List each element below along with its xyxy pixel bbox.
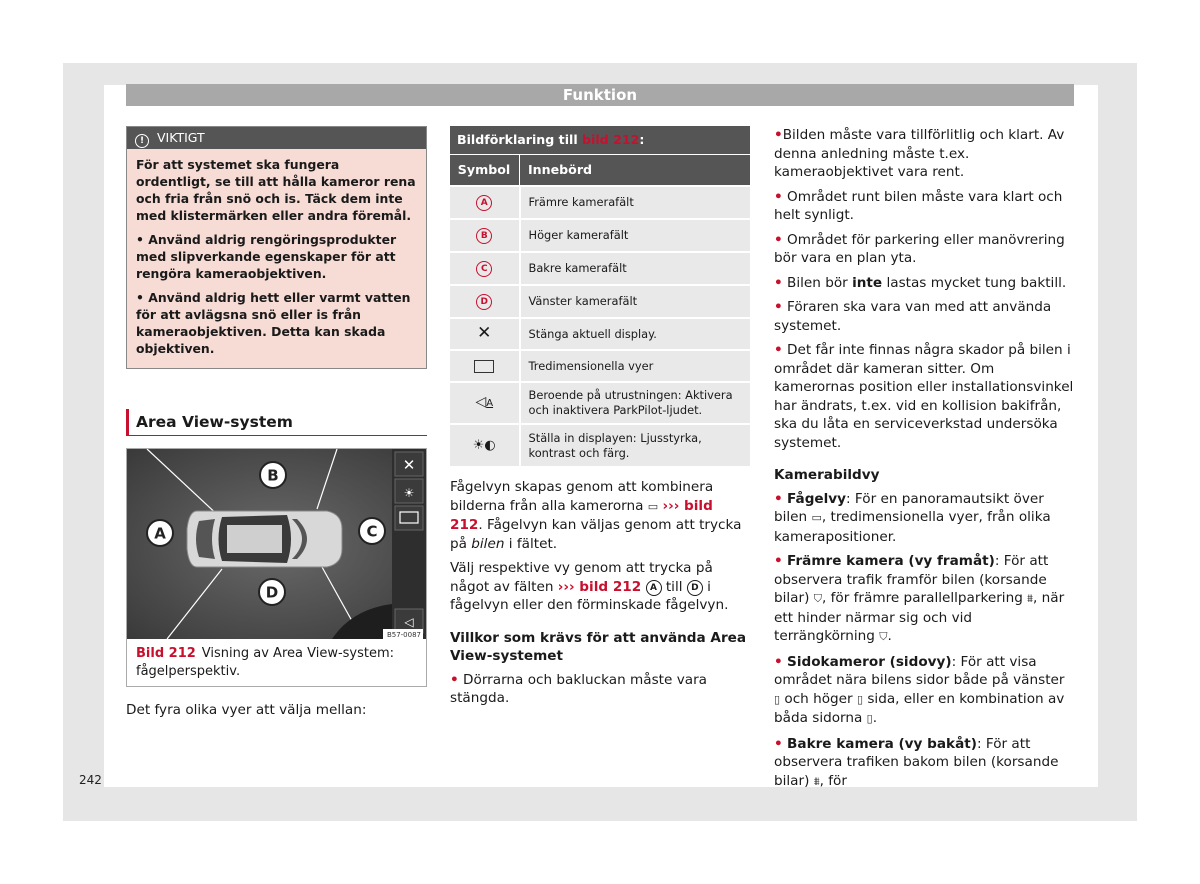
exclamation-circle-icon: ! [135,134,149,148]
legend-meaning: Höger kamerafält [520,219,751,252]
legend-meaning: Främre kamerafält [520,186,751,219]
legend-table [450,154,750,466]
figure-code: B57-0087 [386,631,421,639]
warning-paragraph: För att systemet ska fungera ordentligt, se till att hålla kameror rena och fria från snö och is. Täck dem inte med klistermärken eller andra föremål. [136,157,416,223]
list-item: • Främre kamera (vy framåt): För att observera trafik framför bilen (korsande bilar) ⛉, för främre parallellparkering ⩩, när ett hinder närmar sig och vid terrängkörning ⛉. [774,552,1074,647]
list-item: • Området för parkering eller manövrering bör vara en plan yta. [774,231,1065,266]
table-row [450,219,750,252]
figure-ref: Bild 212 [136,646,196,661]
svg-text:C: C [366,522,378,541]
legend-title: Bildförklaring till bild 212: [450,126,750,154]
area-view-heading: Area View-system [126,409,427,436]
col2-paragraph-2: Välj respektive vy genom att trycka på något av fälten ››› bild 212 A till D i fågelvyn eller den förminskade fågelvyn. [450,560,729,613]
list-item: • Sidokameror (sidovy): För att visa området nära bilens sidor både på vänster ▯ och höger ▯ sida, eller en kombination av båda sidorna ▯. [774,653,1074,729]
circle-d-icon: D [476,294,492,310]
front-cross-traffic-icon: ⛉ [813,592,822,605]
table-row [450,285,750,318]
figure-caption-text: Visning av Area View-system: fågelperspektiv. [136,646,395,679]
brightness-contrast-icon: ☀◐ [472,438,496,453]
area-view-illustration [127,449,426,639]
close-icon: ✕ [402,456,416,474]
svg-text:B: B [267,466,279,485]
field-label-c[interactable] [359,518,385,544]
svg-text:A: A [154,524,166,543]
section-header: Funktion [126,84,1074,106]
list-item: • Fågelvy: För en panoramautsikt över bilen ▭, tredimensionella vyer, från olika kamerapositioner. [774,490,1051,545]
legend-figure-link[interactable]: bild 212 [582,132,640,147]
page-number: 242 [79,773,102,787]
3d-view-icon: ▭ [811,511,822,524]
legend-meaning: Ställa in displayen: Ljusstyrka, kontrast och färg. [520,424,751,466]
legend-meaning: Stänga aktuell display. [520,318,751,350]
legend-header-meaning: Innebörd [520,155,751,187]
figure-caption [127,639,426,686]
warning-box [126,126,427,369]
speaker-parkpilot-icon: ◁A [475,394,494,410]
camera-view-heading: Kamerabildvy [774,467,880,483]
brightness-contrast-icon: ☀ [403,486,415,500]
column-left [126,126,427,726]
circle-b-icon: B [476,228,492,244]
warning-header [127,127,426,149]
legend-meaning: Bakre kamerafält [520,252,751,285]
list-item: • Dörrarna och bakluckan måste vara stängda. [450,671,707,706]
col2-paragraph-1: Fågelvyn skapas genom att kombinera bilderna från alla kamerorna ▭ ››› bild 212. Fågelvyn kan väljas genom att trycka på bilen i fältet. [450,479,742,552]
figure-link[interactable]: ››› bild 212 [450,497,713,533]
table-row [450,318,750,350]
offroad-icon: ⛉ [879,630,888,643]
list-item: •Bilden måste vara tillförlitlig och klart. Av denna anledning måste t.ex. kameraobjektivet vara rent. [774,127,1065,180]
rear-cross-traffic-icon: ⩩ [813,774,820,788]
circle-d-icon: D [687,580,703,596]
list-item: • Området runt bilen måste vara klart och helt synligt. [774,188,1063,223]
field-label-d[interactable] [259,579,285,605]
left-side-icon: ▯ [774,692,781,706]
front-parking-icon: ⩩ [1027,592,1034,605]
3d-view-icon [474,360,494,373]
close-icon: ✕ [477,323,492,343]
speaker-parkpilot-icon: ◁ [404,615,414,629]
legend-header-symbol: Symbol [450,155,520,187]
field-label-b[interactable] [260,462,286,488]
circle-c-icon: C [476,261,492,277]
figure-link[interactable]: ››› bild 212 [557,578,642,595]
column-right [774,126,1074,797]
table-row [450,186,750,219]
table-row [450,424,750,466]
circle-a-icon: A [646,580,662,596]
figure-212 [126,448,427,687]
list-item: • Det får inte finnas några skador på bilen i området där kameran sitter. Om kamerornas position eller installationsvinkel har ändrats, t.ex. vid en kollision bakifrån, ska du låta en serviceverkstad undersöka systemet. [774,342,1074,451]
warning-title: VIKTIGT [157,130,205,145]
warning-paragraph: • Använd aldrig hett eller varmt vatten för att avlägsna snö eller is från kameraobjektiven. Detta kan skada objektiven. [136,290,411,356]
legend-meaning: Vänster kamerafält [520,285,751,318]
3d-view-button[interactable] [395,506,423,530]
field-label-a[interactable] [147,520,173,546]
both-sides-icon: ▯ [866,712,873,725]
area-view-intro: Det fyra olika vyer att välja mellan: [126,702,367,718]
table-row [450,382,750,424]
warning-body [127,149,426,368]
list-item: • Bakre kamera (vy bakåt): För att observera trafiken bakom bilen (korsande bilar) ⩩, för [774,735,1074,792]
column-middle [450,126,750,714]
car-top-view[interactable] [187,511,342,567]
circle-a-icon: A [476,195,492,211]
table-row [450,252,750,285]
list-item: • Bilen bör inte lastas mycket tung baktill. [774,274,1067,291]
svg-text:D: D [265,583,279,602]
right-side-icon: ▯ [856,692,864,706]
3d-view-icon: ▭ [647,499,659,513]
legend-meaning: Tredimensionella vyer [520,350,751,382]
list-item: • Föraren ska vara van med att använda systemet. [774,299,1052,334]
requirements-heading: Villkor som krävs för att använda Area View-systemet [450,629,747,664]
table-row [450,350,750,382]
warning-paragraph: • Använd aldrig rengöringsprodukter med slipverkande egenskaper för att rengöra kameraobjektiven. [136,232,397,281]
legend-meaning: Beroende på utrustningen: Aktivera och inaktivera ParkPilot-ljudet. [520,382,751,424]
